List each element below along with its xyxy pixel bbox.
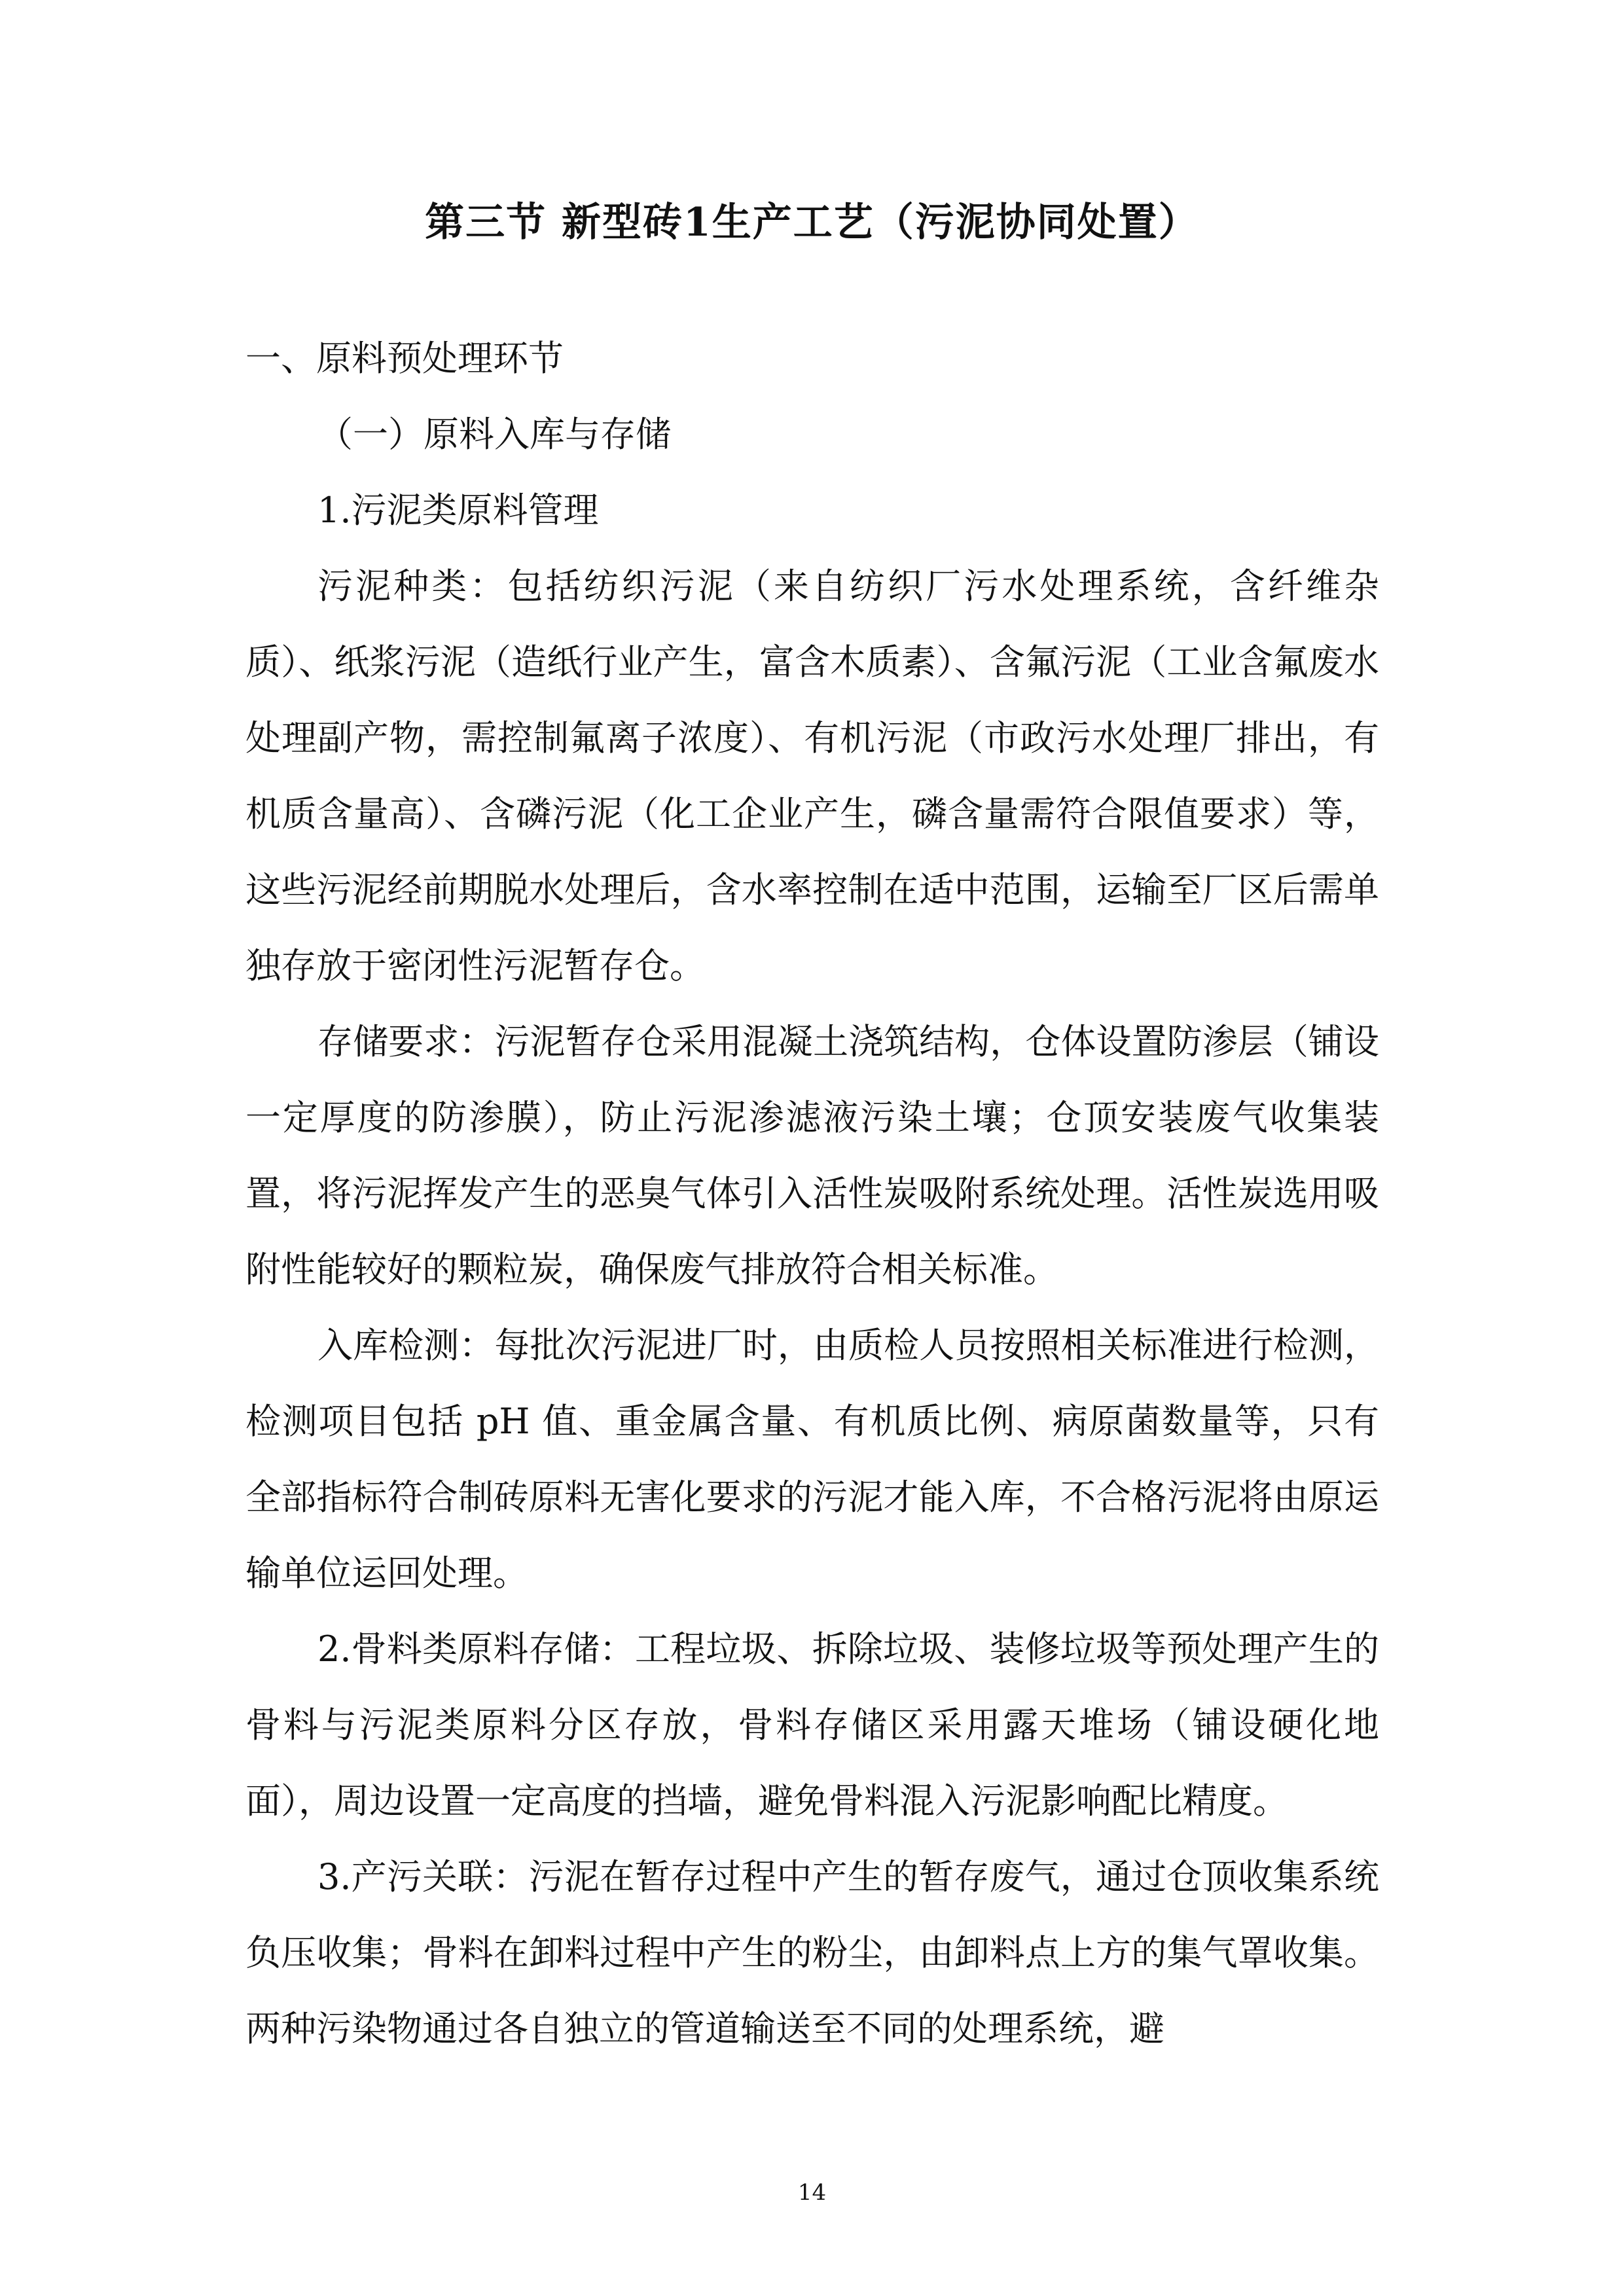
paragraph-storage-requirements: 存储要求：污泥暂存仓采用混凝土浇筑结构，仓体设置防渗层（铺设一定厚度的防渗膜），防止污泥渗滤液污染土壤；仓顶安装废气收集装置，将污泥挥发产生的恶臭气体引入活性炭吸附系统处理。活性炭选用吸附性能较好的颗粒炭，确保废气排放符合相关标准。 — [245, 1021, 1379, 1290]
item-heading: 1.污泥类原料管理 — [317, 490, 599, 531]
paragraph-sludge-types: 污泥种类：包括纺织污泥（来自纺织厂污水处理系统，含纤维杂质）、纸浆污泥（造纸行业产生，富含木质素）、含氟污泥（工业含氟废水处理副产物，需控制氟离子浓度）、有机污泥（市政污水处理厂排出，有机质含量高）、含磷污泥（化工企业产生，磷含量需符合限值要求）等，这些污泥经前期脱水处理后，含水率控制在适中范围，运输至厂区后需单独存放于密闭性污泥暂存仓。 — [245, 565, 1379, 986]
section-heading: 一、原料预处理环节 — [245, 338, 564, 379]
document-body — [245, 321, 1379, 2067]
page-number: 14 — [797, 2179, 827, 2206]
paragraph-inbound-inspection: 入库检测：每批次污泥进厂时，由质检人员按照相关标准进行检测，检测项目包括 pH 值、重金属含量、有机质比例、病原菌数量等，只有全部指标符合制砖原料无害化要求的污泥才能入库，不合格污泥将由原运输单位运回处理。 — [245, 1325, 1379, 1594]
paragraph-aggregate-storage: 2.骨料类原料存储：工程垃圾、拆除垃圾、装修垃圾等预处理产生的骨料与污泥类原料分区存放，骨料存储区采用露天堆场（铺设硬化地面），周边设置一定高度的挡墙，避免骨料混入污泥影响配比精度。 — [245, 1628, 1379, 1821]
subsection-heading: （一）原料入库与存储 — [317, 414, 671, 455]
page-title: 第三节 新型砖1生产工艺（污泥协同处置） — [425, 200, 1199, 245]
paragraph-pollution-link: 3.产污关联：污泥在暂存过程中产生的暂存废气，通过仓顶收集系统负压收集；骨料在卸料过程中产生的粉尘，由卸料点上方的集气罩收集。两种污染物通过各自独立的管道输送至不同的处理系统，避 — [245, 1856, 1379, 2049]
